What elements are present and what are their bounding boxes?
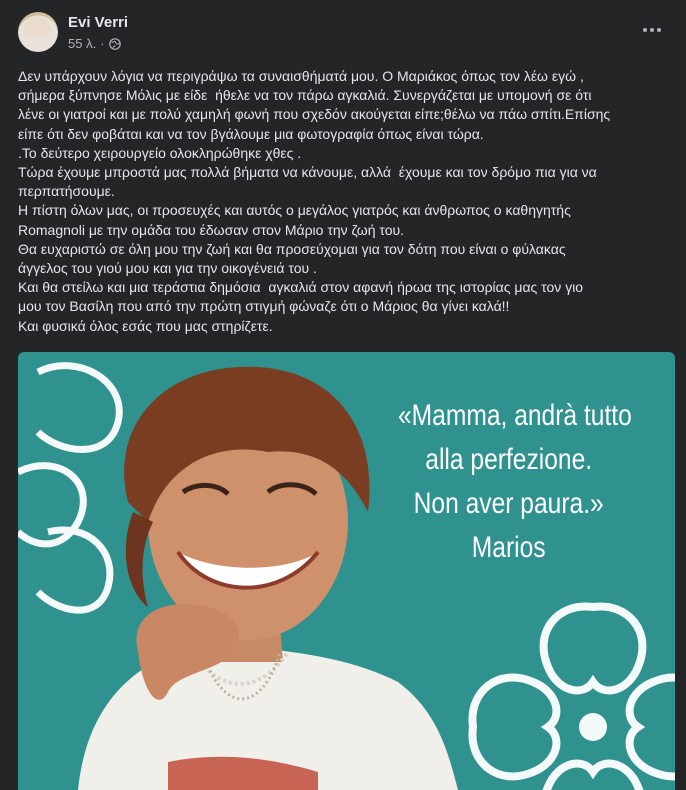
quote-line: alla perfezione. [425, 443, 593, 476]
post-paragraph: Τώρα έχουμε μπροστά μας πολλά βήματα να κάνουμε, αλλά έχουμε και τον δρόμο πια για να περπατήσουμε. [18, 164, 597, 200]
post-meta [68, 36, 121, 51]
more-options-icon[interactable] [636, 18, 668, 42]
post-paragraph: Η πίστη όλων μας, οι προσευχές και αυτός ο μεγάλος γιατρός και άνθρωπος ο καθηγητής Romagnoli με την ομάδα του έδωσαν στον Μάριο την ζωή του. [18, 202, 571, 238]
meta-separator: · [100, 36, 105, 51]
post-paragraph: .Το δεύτερο χειρουργείο ολοκληρώθηκε χθες . [18, 144, 302, 161]
flower-ornament-icon [18, 366, 119, 611]
quote-line: Non aver paura.» [413, 487, 604, 520]
author-avatar[interactable] [18, 12, 58, 52]
post-photo[interactable] [18, 352, 675, 790]
post-paragraph: Και φυσικά όλος εσάς που μας στηρίζετε. [18, 317, 273, 334]
quote-signature: Marios [471, 531, 546, 564]
photo-quote [398, 394, 632, 570]
post-text [18, 67, 668, 336]
author-name[interactable]: Evi Verri [68, 14, 129, 31]
post-paragraph: Θα ευχαριστώ σε όλη μου την ζωή και θα προσεύχομαι για τον δότη που είναι ο φύλακας άγγελος του γιού μου και για την οικογένειά του . [18, 240, 566, 277]
flower-ornament-icon [472, 606, 675, 790]
post-header [18, 12, 668, 56]
globe-icon[interactable] [109, 38, 121, 50]
post-paragraph: Και θα στείλω και μια τεράστια δημόσια αγκαλιά στον αφανή ήρωα της ιστορίας μας τον γιο μου τον Βασίλη που από την πρώτη στιγμή φώναζε ότι ο Μάριος θα γίνει καλά!! [18, 279, 584, 315]
post-paragraph: Δεν υπάρχουν λόγια να περιγράψω τα συναισθήματά μου. Ο Μαριάκος όπως τον λέω εγώ , σήμερα ξύπνησε Μόλις με είδε ήθελε να τον πάρω αγκαλιά. Συνεργάζεται με υπομονή σε ότι λένε οι γιατροί και με πολύ χαμηλή φωνή που σχεδόν ακούγεται είπε;θέλω να πάω σπίτι.Επίσης είπε ότι δεν φοβάται και να τον βγάλουμε μια φωτογραφία όπως είναι τώρα. [18, 68, 611, 142]
quote-line: «Mamma, andrà tutto [398, 399, 632, 432]
post-time[interactable]: 55 λ. [68, 36, 97, 51]
